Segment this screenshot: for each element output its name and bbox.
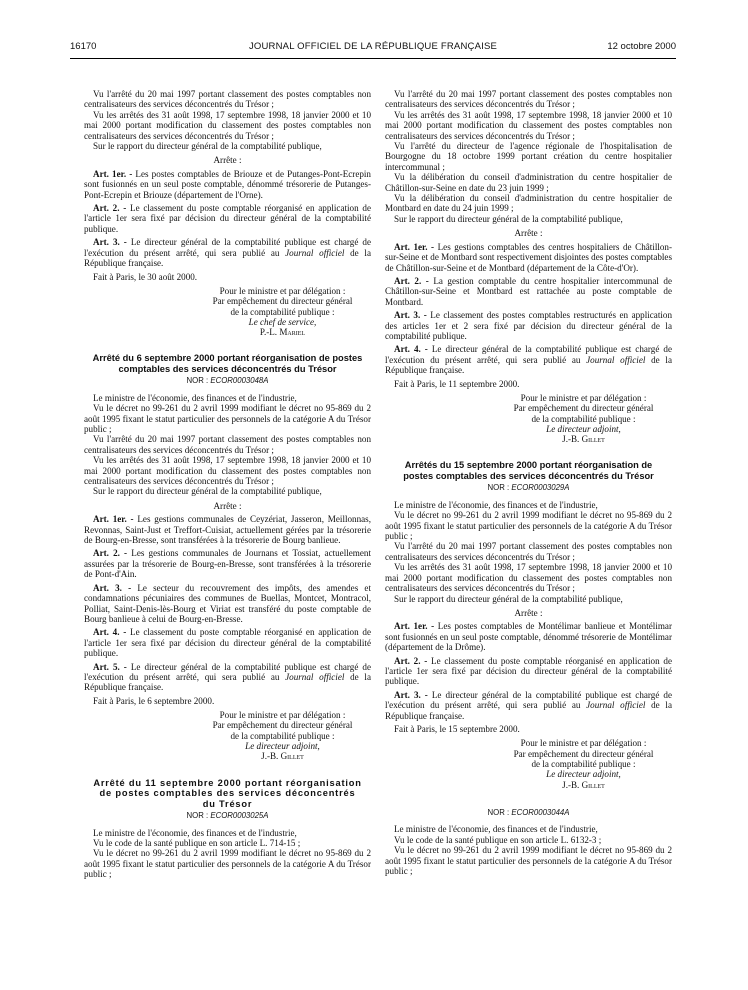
journal-reference: Journal officiel — [285, 247, 345, 258]
nor-label: NOR : — [186, 376, 209, 386]
visa-paragraph: Vu les arrêtés des 31 août 1998, 17 septembre 1998, 18 janvier 2000 et 10 mai 2000 portant modification du classement des postes comptables non centralisateurs des services déconcentrés du Trésor ; — [84, 455, 371, 487]
nor-code: ECOR0003029A — [511, 483, 570, 493]
visa-paragraph: Vu les arrêtés des 31 août 1998, 17 septembre 1998, 18 janvier 2000 et 10 mai 2000 portant modification du classement des postes comptables non centralisateurs des services déconcentrés du Trésor ; — [385, 562, 672, 594]
article — [385, 344, 672, 375]
arrete-heading: Arrête : — [514, 607, 543, 618]
article — [385, 690, 672, 721]
signature-line: de la comptabilité publique : — [531, 758, 636, 769]
article-text-tail: de la République française. — [84, 671, 371, 693]
article-text: Les gestions communales de Journans et Tossiat, actuellement assurées par la trésorerie de Bourg-en-Bresse, sont transférées à la trésorerie de Pont-d'Ain. — [84, 548, 371, 580]
visa-paragraph: Vu l'arrêté du 20 mai 1997 portant classement des postes comptables non centralisateurs des services déconcentrés du Trésor ; — [385, 541, 672, 562]
article — [84, 203, 371, 234]
visa-paragraph: Vu l'arrêté du directeur de l'agence régionale de l'hospitalisation de Bourgogne du 18 octobre 1999 portant création du centre hospitalier intercommunal ; — [385, 141, 672, 172]
article — [84, 662, 371, 693]
article — [84, 627, 371, 658]
nor-label: NOR : — [186, 811, 209, 821]
visa-paragraph: Vu le code de la santé publique en son article L. 6132-3 ; — [394, 834, 602, 845]
visa-paragraph: Vu les arrêtés des 31 août 1998, 17 septembre 1998, 18 janvier 2000 et 10 mai 2000 portant modification du classement des postes comptables non centralisateurs des services déconcentrés du Trésor ; — [84, 109, 371, 141]
article-label: Art. 4. - — [394, 344, 428, 355]
visa-paragraph: Le ministre de l'économie, des finances et de l'industrie, — [394, 824, 598, 835]
right-column — [385, 89, 672, 876]
arrete-heading: Arrête : — [213, 155, 242, 166]
signature-line: Pour le ministre et par délégation : — [219, 285, 346, 296]
signatory-name: J.-B. Gillet — [261, 751, 304, 762]
article-text: Le classement du poste comptable réorganisé en application de l'article 1er sera fixé par décision du directeur général de la comptabilité publique. — [84, 203, 371, 234]
visa-paragraph: Vu le code de la santé publique en son article L. 714-15 ; — [93, 837, 301, 848]
nor-code: ECOR0003025A — [210, 811, 269, 821]
nor-reference — [385, 483, 672, 493]
journal-title: JOURNAL OFFICIEL DE LA RÉPUBLIQUE FRANÇAISE — [248, 41, 498, 52]
visa-paragraph: Sur le rapport du directeur général de la comptabilité publique, — [93, 486, 322, 497]
article — [385, 242, 672, 273]
visa-paragraph: Vu l'arrêté du 20 mai 1997 portant classement des postes comptables non centralisateurs des services déconcentrés du Trésor ; — [84, 89, 371, 110]
article-label: Art. 2. - — [93, 203, 127, 214]
signature-line: de la comptabilité publique : — [230, 306, 335, 317]
article-label: Art. 1er. - — [394, 241, 435, 252]
article-text-tail: de la République française. — [385, 354, 672, 376]
article-text: Le classement du poste comptable réorganisé en application de l'article 1er sera fixé par décision du directeur général de la comptabilité publique. — [84, 627, 371, 659]
header-rule — [70, 58, 676, 59]
article-text-tail: de la République française. — [385, 700, 672, 721]
article-text: Les postes comptables de Briouze et de Putanges-Pont-Ecrepin sont fusionnés en un seul poste comptable, dénommé trésorerie de Putanges-Pont-Ecrepin et Briouze (département de l'Orne). — [84, 168, 371, 200]
signatory-title: Le chef de service, — [248, 316, 317, 327]
visa-paragraph: Le ministre de l'économie, des finances et de l'industrie, — [93, 392, 297, 403]
nor-label: NOR : — [487, 807, 510, 817]
article-label: Art. 4. - — [93, 627, 127, 638]
arrete-title: Arrêté du 6 septembre 2000 portant réorganisation de postes comptables des services déconcentrés du Trésor — [92, 353, 363, 374]
article-label: Art. 2. - — [93, 548, 128, 559]
article — [84, 548, 371, 579]
article — [385, 276, 672, 307]
article-text: Le directeur général de la comptabilité publique est chargé de l'exécution du présent arrêté, qui sera publié au — [84, 661, 371, 682]
signature-line: Par empêchement du directeur général — [513, 403, 654, 414]
article — [84, 169, 371, 200]
article-label: Art. 3. - — [93, 237, 127, 248]
article — [385, 656, 672, 687]
article-label: Art. 1er. - — [394, 621, 435, 632]
page-number: 16170 — [70, 41, 97, 52]
signature-line: Pour le ministre et par délégation : — [520, 392, 647, 403]
signature-line: de la comptabilité publique : — [531, 413, 636, 424]
article-label: Art. 2. - — [394, 275, 429, 286]
signature-line: Pour le ministre et par délégation : — [219, 710, 346, 721]
article-label: Art. 3. - — [93, 582, 132, 593]
arrete-title: Arrêté du 11 septembre 2000 portant réorganisation de postes comptables des services déconcentrés du Trésor — [93, 777, 362, 809]
signatory-title: Le directeur adjoint, — [546, 769, 621, 780]
article-text: Le classement des postes comptables restructurés en application des articles 1er et 2 sera fixé par décision du directeur général de la comptabilité publique. — [385, 310, 672, 341]
journal-reference: Journal officiel — [586, 700, 646, 711]
visa-paragraph: Vu le décret no 99-261 du 2 avril 1999 modifiant le décret no 95-869 du 2 août 1995 fixant le statut particulier des personnels de la catégorie A du Trésor public ; — [84, 403, 371, 435]
article-text: Les postes comptables de Montélimar banlieue et Montélimar sont fusionnés en un seul poste comptable, dénommé trésorerie de Montélimar (département de la Drôme). — [385, 621, 672, 653]
article-text: Le classement du poste comptable réorganisé en application de l'article 1er sera fixé par décision du directeur général de la comptabilité publique. — [385, 655, 672, 687]
article — [385, 621, 672, 652]
fait-a-paris: Fait à Paris, le 11 septembre 2000. — [394, 378, 520, 389]
visa-paragraph: Vu la délibération du conseil d'administration du centre hospitalier de Châtillon-sur-Seine en date du 23 juin 1999 ; — [385, 172, 672, 193]
page-header — [70, 41, 676, 55]
visa-paragraph: Vu les arrêtés des 31 août 1998, 17 septembre 1998, 18 janvier 2000 et 10 mai 2000 portant modification du classement des postes comptables non centralisateurs des services déconcentrés du Trésor ; — [385, 109, 672, 141]
visa-paragraph: Vu le décret no 99-261 du 2 avril 1999 modifiant le décret no 95-869 du 2 août 1995 fixant le statut particulier des personnels de la catégorie A du Trésor public ; — [385, 845, 672, 876]
visa-paragraph: Sur le rapport du directeur général de la comptabilité publique, — [394, 213, 623, 224]
article — [84, 514, 371, 545]
signature-line: Par empêchement du directeur général — [513, 748, 654, 759]
nor-code: ECOR0003044A — [511, 807, 570, 817]
journal-reference: Journal officiel — [586, 354, 646, 365]
fait-a-paris: Fait à Paris, le 6 septembre 2000. — [93, 695, 215, 706]
article-text: Le directeur général de la comptabilité publique est chargé de l'exécution du présent arrêté, qui sera publié au — [385, 344, 672, 365]
article-label: Art. 3. - — [394, 310, 427, 321]
issue-date: 12 octobre 2000 — [607, 41, 676, 52]
article-text: Les gestions communales de Ceyzériat, Jasseron, Meillonnas, Revonnas, Saint-Just et Treffort-Cuisiat, actuellement gérées par la trésorerie de Bourg-en-Bresse, sont transférées à la trésorerie de Bourg banlieue. — [84, 514, 371, 546]
article — [84, 583, 371, 625]
visa-paragraph: Le ministre de l'économie, des finances et de l'industrie, — [394, 499, 598, 510]
signatory-name: P.-L. Mariel — [259, 327, 306, 338]
nor-reference — [385, 808, 672, 818]
visa-paragraph: Vu l'arrêté du 20 mai 1997 portant classement des postes comptables non centralisateurs des services déconcentrés du Trésor ; — [84, 434, 371, 455]
nor-code: ECOR0003048A — [210, 376, 269, 386]
signature-line: Par empêchement du directeur général — [212, 296, 353, 307]
left-column — [84, 89, 371, 880]
visa-paragraph: Vu le décret no 99-261 du 2 avril 1999 modifiant le décret no 95-869 du 2 août 1995 fixant le statut particulier des personnels de la catégorie A du Trésor public ; — [385, 510, 672, 542]
article — [385, 310, 672, 341]
article-label: Art. 1er. - — [93, 514, 134, 525]
article-text: Le directeur général de la comptabilité publique est chargé de l'exécution du présent arrêté, qui sera publié au — [84, 237, 371, 258]
visa-paragraph: Sur le rapport du directeur général de la comptabilité publique, — [394, 593, 623, 604]
signature-line: Par empêchement du directeur général — [212, 720, 353, 731]
visa-paragraph: Vu l'arrêté du 20 mai 1997 portant classement des postes comptables non centralisateurs des services déconcentrés du Trésor ; — [385, 89, 672, 110]
article-text: La gestion comptable du centre hospitalier intercommunal de Châtillon-sur-Seine et Montbard est rattachée au poste comptable de Montbard. — [385, 275, 672, 307]
journal-reference: Journal officiel — [285, 671, 345, 682]
nor-label: NOR : — [487, 483, 510, 493]
arrete-heading: Arrête : — [514, 228, 543, 239]
signatory-title: Le directeur adjoint, — [546, 423, 621, 434]
nor-reference — [84, 811, 371, 821]
fait-a-paris: Fait à Paris, le 30 août 2000. — [93, 271, 198, 282]
article-label: Art. 5. - — [93, 661, 127, 672]
article — [84, 237, 371, 268]
visa-paragraph: Le ministre de l'économie, des finances et de l'industrie, — [93, 827, 297, 838]
signature-line: Pour le ministre et par délégation : — [520, 738, 647, 749]
article-label: Art. 1er. - — [93, 168, 133, 179]
signatory-name: J.-B. Gillet — [562, 434, 605, 445]
article-text: Le secteur du recouvrement des impôts, des amendes et condamnations pécuniaires des communes de Buellas, Montcet, Montracol, Polliat, Saint-Denis-lès-Bourg et Viriat est transféré du poste comptable de Bourg banlieue à celui de Bourg-en-Bresse. — [84, 582, 371, 624]
nor-reference — [84, 376, 371, 386]
visa-paragraph: Vu le décret no 99-261 du 2 avril 1999 modifiant le décret no 95-869 du 2 août 1995 fixant le statut particulier des personnels de la catégorie A du Trésor public ; — [84, 848, 371, 880]
article-text: Les gestions comptables des centres hospitaliers de Châtillon-sur-Seine et de Montbard sont respectivement disjointes des postes comptables de Châtillon-sur-Seine et de Montbard (département de la Côte-d'Or). — [385, 241, 672, 273]
article-label: Art. 3. - — [394, 689, 428, 700]
article-label: Art. 2. - — [394, 655, 428, 666]
visa-paragraph: Sur le rapport du directeur général de la comptabilité publique, — [93, 141, 322, 152]
fait-a-paris: Fait à Paris, le 15 septembre 2000. — [394, 723, 520, 734]
signature-line: de la comptabilité publique : — [230, 730, 335, 741]
signatory-title: Le directeur adjoint, — [245, 741, 320, 752]
article-text-tail: de la République française. — [84, 247, 371, 269]
visa-paragraph: Vu la délibération du conseil d'administration du centre hospitalier de Montbard en date du 24 juin 1999 ; — [385, 193, 672, 214]
arrete-heading: Arrête : — [213, 500, 242, 511]
signatory-name: J.-B. Gillet — [562, 779, 605, 790]
article-text: Le directeur général de la comptabilité publique est chargé de l'exécution du présent arrêté, qui sera publié au — [385, 689, 672, 711]
arrete-title: Arrêtés du 15 septembre 2000 portant réorganisation de postes comptables des services déconcentrés du Trésor — [403, 460, 654, 481]
